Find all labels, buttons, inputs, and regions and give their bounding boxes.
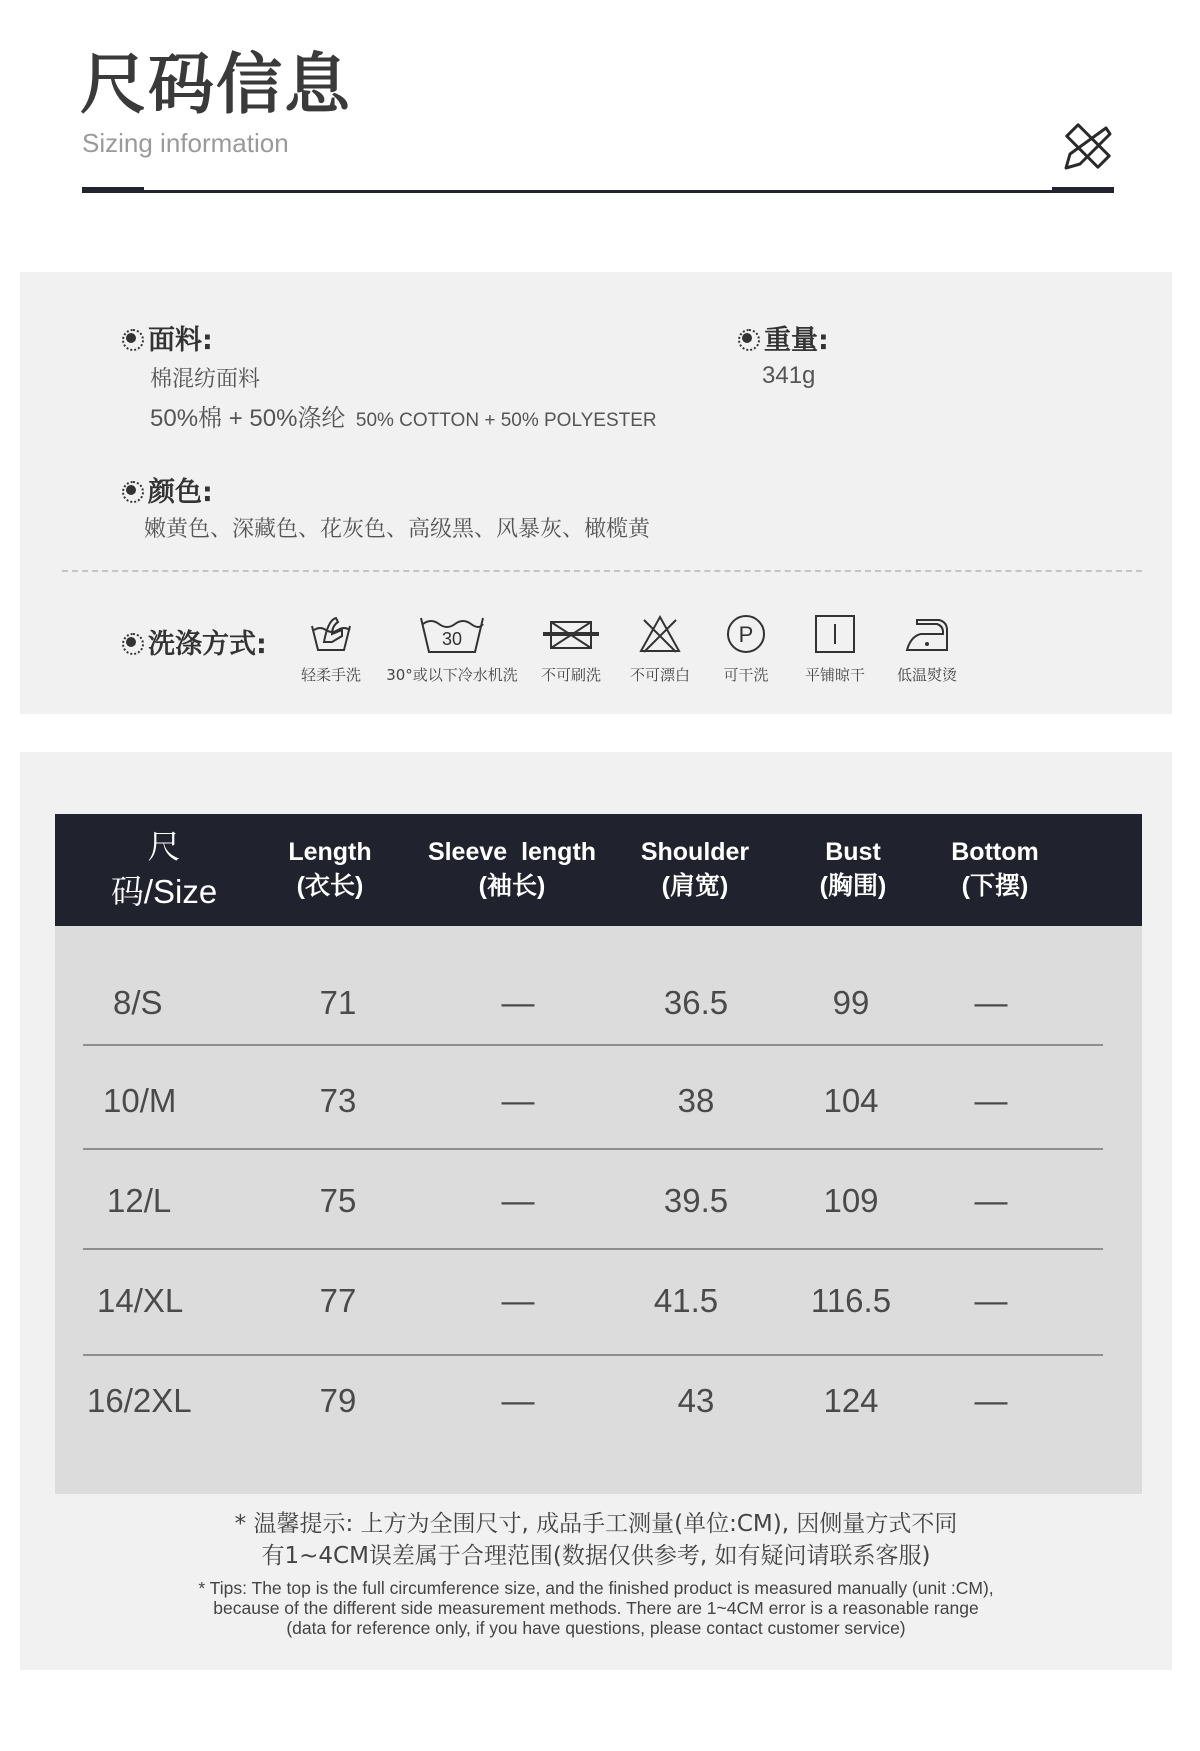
header-length: Length (衣长) xyxy=(288,838,372,900)
dashed-divider xyxy=(62,570,1142,572)
note-en-block xyxy=(20,1578,1172,1638)
table-row: 10/M 73 — 38 104 — xyxy=(103,1082,1008,1119)
table-header xyxy=(55,814,1142,926)
care-item-flat-dry: 平铺晾干 xyxy=(790,614,880,685)
fabric-label: 面料: xyxy=(120,318,213,357)
weight-label: 重量: xyxy=(736,318,829,357)
header-size: 尺码/Size xyxy=(110,828,218,910)
wash-30-icon xyxy=(419,614,485,654)
page-title: 尺码信息 xyxy=(80,46,352,123)
size-table-panel xyxy=(20,752,1172,1670)
sun-bullet-icon xyxy=(736,327,758,349)
care-item-no-bleach: 不可漂白 xyxy=(620,614,700,685)
color-label: 颜色: xyxy=(120,470,213,509)
divider-cap-right xyxy=(1052,187,1114,193)
measurement-notes xyxy=(20,1508,1172,1638)
note-cn-line2: 有1~4CM误差属于合理范围(数据仅供参考, 如有疑问请联系客服) xyxy=(261,1543,931,1569)
page-subtitle: Sizing information xyxy=(82,128,289,158)
table-row: 12/L 75 — 39.5 109 — xyxy=(107,1182,1008,1219)
divider-cap-left xyxy=(82,187,144,193)
flat-dry-icon xyxy=(813,614,857,654)
header-sleeve: Sleeve length (袖长) xyxy=(427,838,597,900)
care-label: 洗涤方式: xyxy=(120,622,267,661)
row-divider xyxy=(83,1248,1103,1250)
color-values: 嫩黄色、深藏色、花灰色、高级黑、风暴灰、橄榄黄 xyxy=(144,516,651,541)
svg-text:P: P xyxy=(738,622,754,647)
note-en-line1: * Tips: The top is the full circumference size, and the finished product is measured manually (unit :CM), xyxy=(198,1578,994,1598)
no-bleach-icon xyxy=(638,614,682,654)
sun-bullet-icon xyxy=(120,327,142,349)
table-row: 8/S 71 — 36.5 99 — xyxy=(113,984,1008,1021)
header-bust: Bust (胸围) xyxy=(819,838,887,900)
care-item-low-iron: 低温熨烫 xyxy=(882,614,972,685)
no-brush-icon xyxy=(541,614,601,654)
fabric-name: 棉混纺面料 xyxy=(150,366,261,391)
care-item-hand-wash: 轻柔手洗 xyxy=(286,614,376,685)
table-row: 14/XL 77 — 41.5 116.5 — xyxy=(97,1282,1008,1319)
sun-bullet-icon xyxy=(120,479,142,501)
hand-wash-icon xyxy=(308,614,354,654)
row-divider xyxy=(83,1044,1103,1046)
weight-value: 341g xyxy=(762,362,816,389)
care-item-no-brush: 不可刷洗 xyxy=(526,614,616,685)
ruler-pencil-icon xyxy=(1062,120,1114,172)
header-bottom: Bottom (下摆) xyxy=(951,838,1039,900)
low-iron-icon xyxy=(903,614,951,654)
table-body xyxy=(55,926,1142,1494)
fabric-composition xyxy=(150,398,657,433)
note-cn-line1: * 温馨提示: 上方为全围尺寸, 成品手工测量(单位:CM), 因侧量方式不同 xyxy=(234,1511,958,1537)
note-en-line3: (data for reference only, if you have questions, please contact customer service) xyxy=(286,1618,906,1638)
care-item-dry-clean: P 可干洗 xyxy=(706,614,786,685)
dry-clean-icon xyxy=(724,614,768,654)
row-divider xyxy=(83,1148,1103,1150)
composition-en: 50% COTTON + 50% POLYESTER xyxy=(355,410,657,431)
sun-bullet-icon xyxy=(120,631,142,653)
product-info-panel xyxy=(20,272,1172,714)
svg-text:30: 30 xyxy=(441,629,463,649)
header-shoulder: Shoulder (肩宽) xyxy=(640,838,750,900)
table-row: 16/2XL 79 — 43 124 — xyxy=(87,1382,1008,1419)
header-divider xyxy=(82,190,1114,193)
composition-cn: 50%棉 + 50%涤纶 xyxy=(150,405,346,432)
care-item-wash-30: 30 30°或以下冷水机洗 xyxy=(372,614,532,685)
note-en-line2: because of the different side measurement methods. There are 1~4CM error is a reasonable range xyxy=(213,1598,979,1618)
